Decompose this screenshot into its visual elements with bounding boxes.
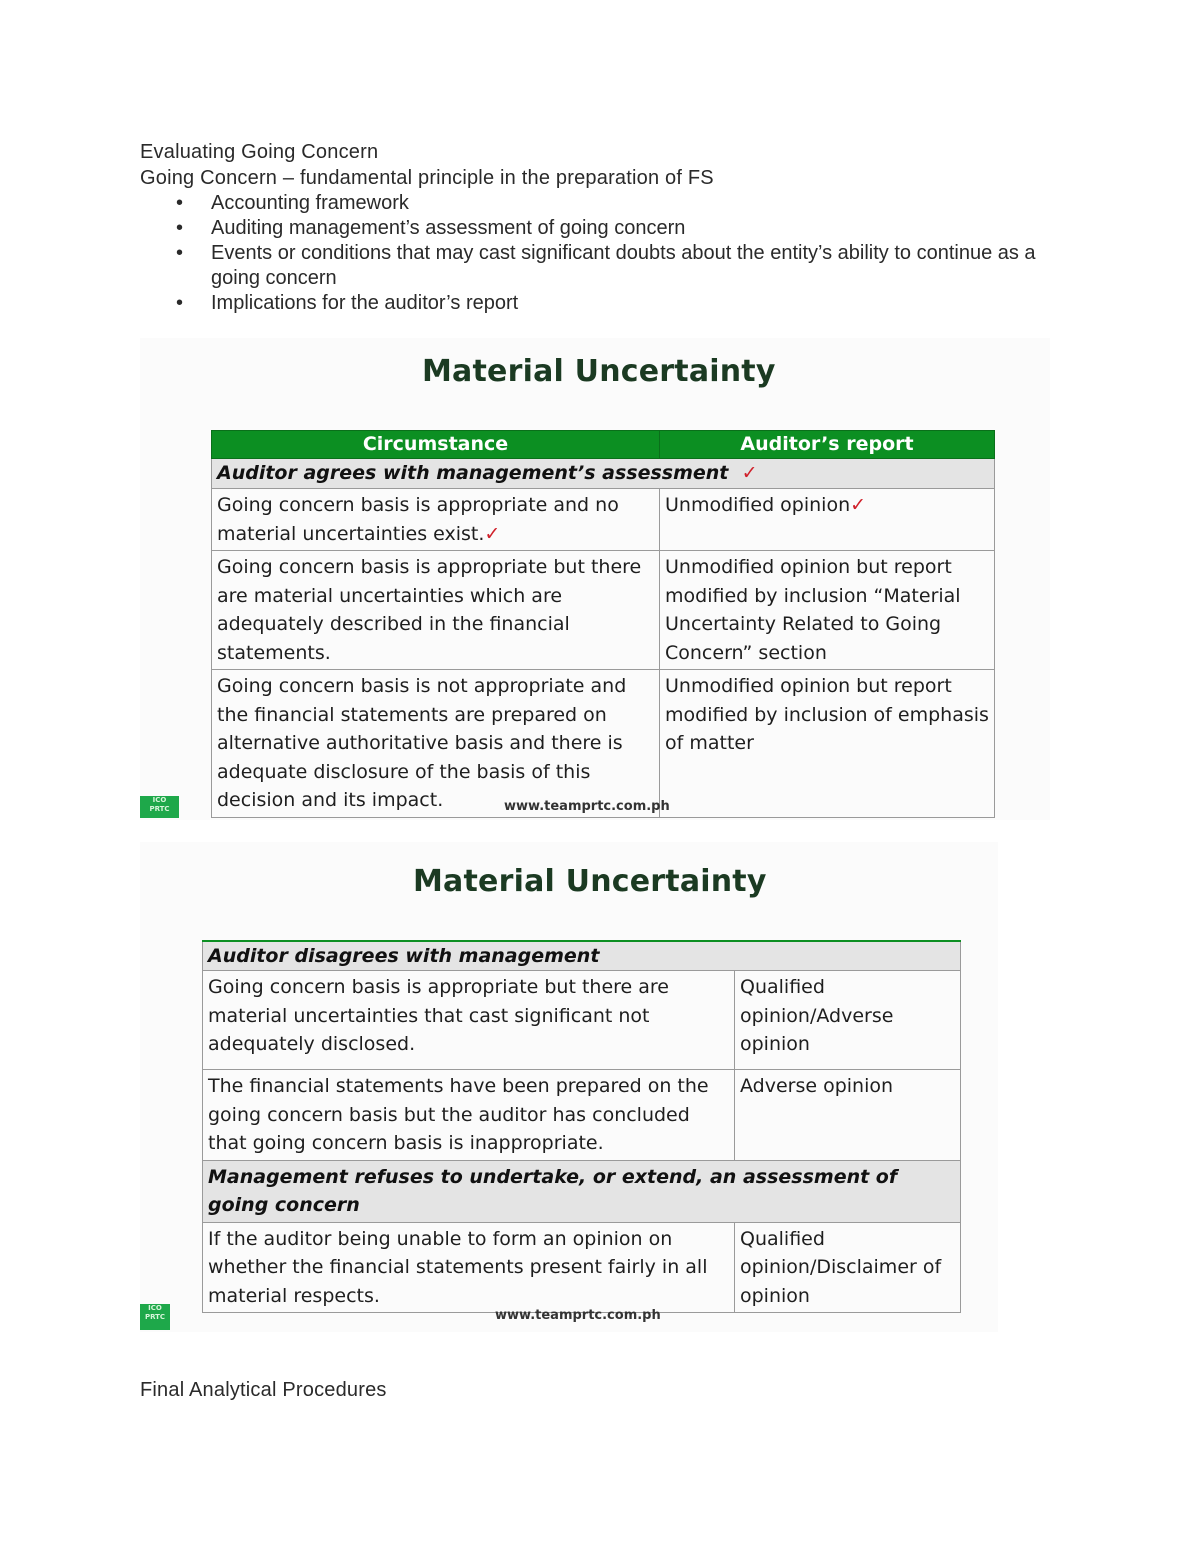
material-uncertainty-table-1 bbox=[211, 430, 995, 818]
list-item bbox=[140, 191, 1070, 216]
circumstance-cell: The financial statements have been prepared on the going concern basis but the auditor has concluded that going concern basis is inappropriate. bbox=[203, 1070, 735, 1161]
checkmark-icon: ✓ bbox=[850, 494, 867, 516]
section-row bbox=[203, 1160, 961, 1222]
table-row bbox=[212, 551, 995, 670]
footer-url: www.teamprtc.com.ph bbox=[504, 799, 670, 814]
final-analytical-procedures-heading: Final Analytical Procedures bbox=[140, 1379, 387, 1401]
table-row bbox=[212, 489, 995, 551]
column-header-circumstance: Circumstance bbox=[212, 431, 660, 459]
slide-material-uncertainty-2 bbox=[140, 842, 998, 1332]
list-item bbox=[140, 241, 1070, 291]
material-uncertainty-table-2 bbox=[202, 940, 961, 1313]
slide-material-uncertainty-1 bbox=[140, 338, 1050, 820]
bullet-text: Implications for the auditor’s report bbox=[211, 292, 519, 314]
table-row bbox=[203, 971, 961, 1070]
list-item bbox=[140, 216, 1070, 241]
report-cell: Qualified opinion/Adverse opinion bbox=[735, 971, 961, 1070]
circumstance-cell: If the auditor being unable to form an opinion on whether the financial statements present fairly in all material respects. bbox=[203, 1222, 735, 1313]
topic-bullet-list bbox=[140, 191, 1070, 316]
slide-title: Material Uncertainty bbox=[413, 864, 767, 899]
slide-title: Material Uncertainty bbox=[422, 354, 776, 389]
table-row bbox=[203, 1070, 961, 1161]
checkmark-icon: ✓ bbox=[484, 522, 501, 545]
prtc-logo: ICO PRTC bbox=[140, 1304, 170, 1330]
bullet-icon: • bbox=[176, 242, 184, 264]
list-item bbox=[140, 291, 1070, 316]
report-cell: Adverse opinion bbox=[735, 1070, 961, 1161]
bullet-text: Accounting framework bbox=[211, 192, 409, 214]
report-text: Unmodified opinion bbox=[665, 494, 851, 516]
circumstance-text: Going concern basis is appropriate and no material uncertainties exist. bbox=[217, 494, 619, 545]
section-auditor-agrees bbox=[212, 459, 995, 489]
footer-url: www.teamprtc.com.ph bbox=[495, 1308, 661, 1323]
circumstance-cell: Going concern basis is appropriate but there are material uncertainties which are adequately described in the financial statements. bbox=[212, 551, 660, 670]
bullet-text: Events or conditions that may cast significant doubts about the entity’s ability to continue as a going concern bbox=[211, 242, 1036, 289]
bullet-icon: • bbox=[176, 192, 184, 214]
section-management-refuses: Management refuses to undertake, or extend, an assessment of going concern bbox=[203, 1160, 961, 1222]
report-cell: Unmodified opinion but report modified by inclusion of emphasis of matter bbox=[660, 670, 995, 818]
section-auditor-disagrees: Auditor disagrees with management bbox=[203, 941, 961, 971]
circumstance-cell: Going concern basis is appropriate but there are material uncertainties that cast significant not adequately disclosed. bbox=[203, 971, 735, 1070]
report-cell: Unmodified opinion but report modified by inclusion “Material Uncertainty Related to Going Concern” section bbox=[660, 551, 995, 670]
report-cell bbox=[660, 489, 995, 551]
section-label: Auditor agrees with management’s assessment bbox=[217, 462, 729, 484]
circumstance-cell: Going concern basis is not appropriate and the financial statements are prepared on alternative authoritative basis and there is adequate disclosure of the basis of this decision and its impact. bbox=[212, 670, 660, 818]
bullet-icon: • bbox=[176, 292, 184, 314]
table-row bbox=[203, 1222, 961, 1313]
checkmark-icon: ✓ bbox=[741, 462, 758, 484]
column-header-auditors-report: Auditor’s report bbox=[660, 431, 995, 459]
section-row bbox=[212, 459, 995, 489]
table-header-row bbox=[212, 431, 995, 459]
report-cell: Qualified opinion/Disclaimer of opinion bbox=[735, 1222, 961, 1313]
bullet-text: Auditing management’s assessment of going concern bbox=[211, 217, 686, 239]
table-row bbox=[212, 670, 995, 818]
section-row bbox=[203, 941, 961, 971]
circumstance-cell bbox=[212, 489, 660, 551]
document-heading: Evaluating Going Concern bbox=[140, 141, 379, 163]
bullet-icon: • bbox=[176, 217, 184, 239]
going-concern-definition: Going Concern – fundamental principle in the preparation of FS bbox=[140, 167, 714, 189]
prtc-logo: ICO PRTC bbox=[140, 796, 179, 818]
